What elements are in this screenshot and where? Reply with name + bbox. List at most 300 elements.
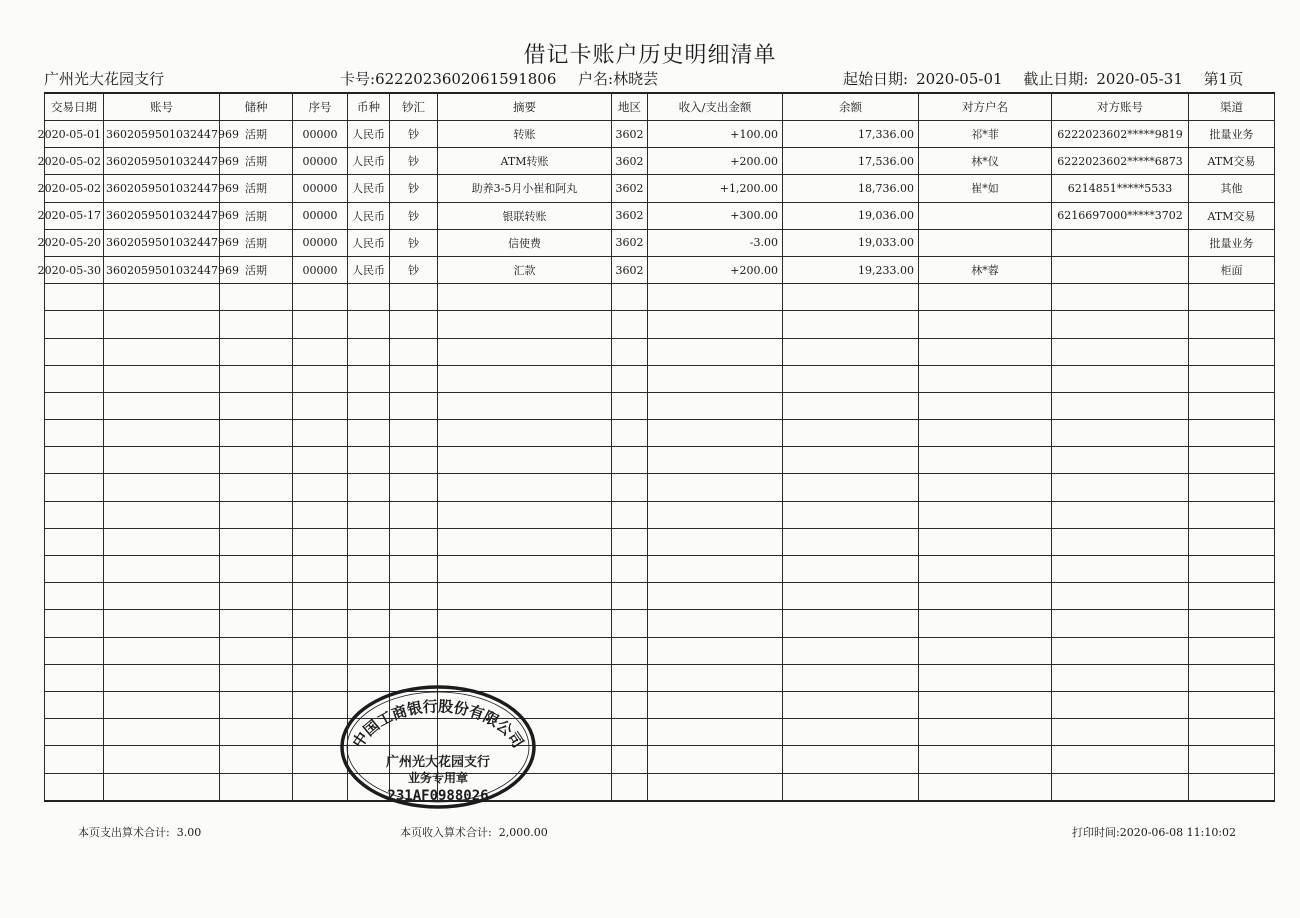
- empty-cell: [783, 583, 919, 610]
- empty-cell: [348, 311, 390, 338]
- column-header: 储种: [220, 93, 293, 121]
- empty-cell: [438, 556, 612, 583]
- empty-cell: [45, 528, 104, 555]
- column-header: 对方账号: [1052, 93, 1189, 121]
- card-number-field: [340, 68, 556, 89]
- statement-table: [37, 92, 1275, 802]
- empty-cell: [293, 338, 348, 365]
- empty-cell: [220, 365, 293, 392]
- empty-cell: [45, 392, 104, 419]
- empty-cell: [390, 637, 438, 664]
- column-header: 摘要: [438, 93, 612, 121]
- empty-cell: [919, 773, 1052, 801]
- empty-cell: [783, 338, 919, 365]
- empty-cell: [104, 338, 220, 365]
- empty-cell: [438, 746, 612, 773]
- empty-cell: [348, 284, 390, 311]
- table-cell: [919, 202, 1052, 229]
- empty-cell: [348, 528, 390, 555]
- table-body: [37, 121, 1275, 801]
- empty-cell: [220, 474, 293, 501]
- empty-cell: [220, 637, 293, 664]
- empty-row: [45, 284, 1275, 311]
- empty-cell: [293, 746, 348, 773]
- income-total-label: 本页收入算术合计:: [400, 826, 492, 839]
- table-cell: 19,036.00: [783, 202, 919, 229]
- empty-row: [45, 392, 1275, 419]
- empty-cell: [348, 746, 390, 773]
- empty-cell: [438, 691, 612, 718]
- empty-row: [45, 610, 1275, 637]
- empty-cell: [45, 583, 104, 610]
- empty-cell: [612, 664, 648, 691]
- empty-cell: [612, 746, 648, 773]
- empty-cell: [293, 501, 348, 528]
- table-cell: 3602059501032447969: [104, 229, 220, 256]
- empty-cell: [1189, 420, 1275, 447]
- empty-cell: [648, 746, 783, 773]
- empty-cell: [390, 284, 438, 311]
- empty-cell: [648, 637, 783, 664]
- empty-cell: [104, 637, 220, 664]
- table-cell: 3602: [612, 121, 648, 148]
- empty-cell: [783, 637, 919, 664]
- empty-cell: [919, 637, 1052, 664]
- table-cell: 活期: [220, 121, 293, 148]
- empty-cell: [438, 474, 612, 501]
- empty-cell: [1189, 719, 1275, 746]
- empty-cell: [104, 556, 220, 583]
- column-header: 钞汇: [390, 93, 438, 121]
- table-row: [45, 229, 1275, 256]
- expense-total-value: 3.00: [176, 826, 202, 839]
- empty-cell: [438, 338, 612, 365]
- expense-total: [78, 824, 201, 840]
- empty-cell: [919, 338, 1052, 365]
- empty-cell: [648, 392, 783, 419]
- table-cell: [37, 256, 104, 283]
- empty-cell: [220, 719, 293, 746]
- table-cell: 批量业务: [1189, 229, 1275, 256]
- empty-cell: [45, 474, 104, 501]
- empty-cell: [104, 773, 220, 801]
- empty-cell: [45, 637, 104, 664]
- table-cell: -3.00: [648, 229, 783, 256]
- stamp-branch-text: 广州光大花园支行: [385, 755, 491, 770]
- empty-cell: [783, 501, 919, 528]
- empty-cell: [783, 556, 919, 583]
- empty-cell: [783, 719, 919, 746]
- empty-cell: [438, 528, 612, 555]
- empty-cell: [438, 420, 612, 447]
- empty-cell: [104, 746, 220, 773]
- card-number-label: 卡号:: [340, 70, 376, 88]
- empty-cell: [390, 474, 438, 501]
- table-cell: 钞: [390, 202, 438, 229]
- empty-cell: [1189, 664, 1275, 691]
- empty-cell: [390, 773, 438, 801]
- empty-cell: [390, 746, 438, 773]
- empty-cell: [612, 719, 648, 746]
- empty-row: [45, 528, 1275, 555]
- table-cell: 00000: [293, 175, 348, 202]
- empty-cell: [348, 664, 390, 691]
- date-text: 2020-05-02: [37, 181, 101, 195]
- empty-cell: [783, 691, 919, 718]
- empty-cell: [348, 420, 390, 447]
- empty-cell: [1052, 719, 1189, 746]
- empty-row: [45, 719, 1275, 746]
- empty-cell: [438, 583, 612, 610]
- empty-cell: [220, 746, 293, 773]
- empty-cell: [1052, 746, 1189, 773]
- table-cell: 6222023602*****9819: [1052, 121, 1189, 148]
- empty-cell: [104, 691, 220, 718]
- empty-cell: [1189, 284, 1275, 311]
- empty-cell: [612, 610, 648, 637]
- empty-cell: [104, 365, 220, 392]
- empty-cell: [438, 664, 612, 691]
- table-cell: 人民币: [348, 175, 390, 202]
- empty-cell: [348, 610, 390, 637]
- empty-cell: [45, 338, 104, 365]
- table-row: [45, 121, 1275, 148]
- empty-row: [45, 691, 1275, 718]
- table-cell: 00000: [293, 229, 348, 256]
- table-header-row: [45, 93, 1275, 121]
- empty-cell: [919, 284, 1052, 311]
- empty-cell: [1052, 447, 1189, 474]
- empty-cell: [783, 420, 919, 447]
- empty-cell: [1052, 474, 1189, 501]
- empty-cell: [648, 311, 783, 338]
- branch-name: 广州光大花园支行: [44, 70, 165, 88]
- empty-cell: [104, 719, 220, 746]
- empty-cell: [104, 284, 220, 311]
- table-cell: 人民币: [348, 148, 390, 175]
- empty-cell: [390, 691, 438, 718]
- empty-cell: [220, 447, 293, 474]
- empty-cell: [648, 284, 783, 311]
- empty-cell: [612, 284, 648, 311]
- empty-cell: [104, 610, 220, 637]
- column-header: 账号: [104, 93, 220, 121]
- empty-cell: [348, 556, 390, 583]
- empty-cell: [45, 719, 104, 746]
- empty-cell: [390, 719, 438, 746]
- table-cell: [919, 229, 1052, 256]
- empty-cell: [783, 474, 919, 501]
- empty-cell: [438, 501, 612, 528]
- column-header: 对方户名: [919, 93, 1052, 121]
- empty-cell: [783, 746, 919, 773]
- empty-cell: [783, 311, 919, 338]
- empty-cell: [1052, 773, 1189, 801]
- empty-cell: [648, 420, 783, 447]
- table-cell: 活期: [220, 202, 293, 229]
- table-cell: 人民币: [348, 229, 390, 256]
- empty-row: [45, 664, 1275, 691]
- end-date-value: 2020-05-31: [1096, 70, 1183, 88]
- empty-cell: [438, 610, 612, 637]
- stamp-code-text: 231AF0988026: [387, 788, 489, 804]
- empty-cell: [648, 610, 783, 637]
- empty-cell: [220, 610, 293, 637]
- table-cell: 活期: [220, 229, 293, 256]
- table-cell: 转账: [438, 121, 612, 148]
- empty-cell: [293, 664, 348, 691]
- empty-cell: [390, 610, 438, 637]
- empty-cell: [1052, 556, 1189, 583]
- empty-cell: [438, 637, 612, 664]
- empty-cell: [220, 392, 293, 419]
- empty-cell: [648, 338, 783, 365]
- table-cell: 3602: [612, 148, 648, 175]
- table-cell: 00000: [293, 256, 348, 283]
- empty-cell: [293, 719, 348, 746]
- card-number-value: 6222023602061591806: [375, 70, 557, 88]
- table-cell: +1,200.00: [648, 175, 783, 202]
- empty-cell: [104, 583, 220, 610]
- table-cell: 3602: [612, 229, 648, 256]
- empty-cell: [783, 392, 919, 419]
- empty-cell: [1189, 501, 1275, 528]
- empty-cell: [919, 311, 1052, 338]
- empty-cell: [293, 365, 348, 392]
- empty-cell: [612, 474, 648, 501]
- empty-cell: [612, 392, 648, 419]
- empty-cell: [438, 447, 612, 474]
- table-cell: 3602059501032447969: [104, 175, 220, 202]
- empty-cell: [919, 664, 1052, 691]
- empty-cell: [390, 447, 438, 474]
- empty-cell: [1189, 447, 1275, 474]
- empty-cell: [348, 583, 390, 610]
- empty-cell: [1052, 338, 1189, 365]
- empty-cell: [919, 583, 1052, 610]
- date-range: [843, 68, 1251, 89]
- empty-cell: [919, 420, 1052, 447]
- empty-cell: [1189, 556, 1275, 583]
- empty-cell: [1052, 311, 1189, 338]
- table-cell: 18,736.00: [783, 175, 919, 202]
- empty-cell: [919, 556, 1052, 583]
- table-cell: [37, 229, 104, 256]
- table-cell: 信使费: [438, 229, 612, 256]
- empty-cell: [1189, 691, 1275, 718]
- table-cell: 17,336.00: [783, 121, 919, 148]
- empty-cell: [104, 528, 220, 555]
- empty-cell: [919, 501, 1052, 528]
- table-cell: 钞: [390, 175, 438, 202]
- empty-cell: [1189, 365, 1275, 392]
- table-cell: 活期: [220, 256, 293, 283]
- empty-cell: [783, 610, 919, 637]
- empty-cell: [919, 365, 1052, 392]
- empty-cell: [1189, 392, 1275, 419]
- empty-cell: [104, 420, 220, 447]
- empty-cell: [612, 420, 648, 447]
- empty-cell: [220, 501, 293, 528]
- empty-cell: [220, 556, 293, 583]
- empty-cell: [438, 365, 612, 392]
- document-title: 借记卡账户历史明细清单: [523, 43, 777, 68]
- empty-cell: [1052, 284, 1189, 311]
- empty-cell: [390, 556, 438, 583]
- column-header: 余额: [783, 93, 919, 121]
- empty-cell: [1052, 664, 1189, 691]
- empty-cell: [293, 556, 348, 583]
- table-cell: 钞: [390, 121, 438, 148]
- empty-cell: [1189, 583, 1275, 610]
- table-cell: 3602: [612, 202, 648, 229]
- table-cell: [1052, 256, 1189, 283]
- table-cell: +200.00: [648, 256, 783, 283]
- empty-row: [45, 474, 1275, 501]
- empty-cell: [648, 365, 783, 392]
- empty-cell: [348, 773, 390, 801]
- table-cell: 助养3-5月小崔和阿丸: [438, 175, 612, 202]
- start-date-value: 2020-05-01: [916, 70, 1003, 88]
- table-cell: 林*蓉: [919, 256, 1052, 283]
- empty-cell: [293, 610, 348, 637]
- column-header: 币种: [348, 93, 390, 121]
- empty-cell: [438, 719, 612, 746]
- empty-cell: [919, 474, 1052, 501]
- empty-cell: [45, 610, 104, 637]
- empty-cell: [1189, 746, 1275, 773]
- table-cell: 人民币: [348, 256, 390, 283]
- table-cell: 人民币: [348, 121, 390, 148]
- table-cell: [37, 175, 104, 202]
- start-date-label: 起始日期:: [843, 70, 909, 88]
- empty-cell: [612, 447, 648, 474]
- empty-cell: [783, 365, 919, 392]
- empty-cell: [438, 284, 612, 311]
- table-cell: 汇款: [438, 256, 612, 283]
- empty-cell: [648, 719, 783, 746]
- date-text: 2020-05-20: [37, 236, 101, 250]
- empty-cell: [919, 392, 1052, 419]
- empty-cell: [783, 528, 919, 555]
- stamp-purpose-text: 业务专用章: [407, 771, 469, 785]
- empty-row: [45, 556, 1275, 583]
- empty-cell: [1052, 365, 1189, 392]
- empty-cell: [1189, 311, 1275, 338]
- account-name-label: 户名:: [578, 70, 614, 88]
- empty-cell: [648, 528, 783, 555]
- income-total-value: 2,000.00: [498, 826, 548, 839]
- empty-cell: [612, 637, 648, 664]
- empty-row: [45, 420, 1275, 447]
- table-cell: ATM转账: [438, 148, 612, 175]
- table-cell: [37, 202, 104, 229]
- empty-cell: [1052, 501, 1189, 528]
- date-text: 2020-05-02: [37, 154, 101, 168]
- table-cell: 3602: [612, 256, 648, 283]
- empty-cell: [293, 284, 348, 311]
- empty-cell: [45, 447, 104, 474]
- empty-cell: [390, 311, 438, 338]
- empty-cell: [390, 338, 438, 365]
- empty-cell: [1189, 528, 1275, 555]
- empty-cell: [104, 392, 220, 419]
- table-cell: 3602059501032447969: [104, 121, 220, 148]
- table-cell: 崔*如: [919, 175, 1052, 202]
- empty-cell: [1052, 637, 1189, 664]
- empty-cell: [648, 501, 783, 528]
- empty-cell: [45, 746, 104, 773]
- empty-cell: [919, 610, 1052, 637]
- empty-cell: [348, 338, 390, 365]
- empty-cell: [220, 773, 293, 801]
- column-header: 渠道: [1189, 93, 1275, 121]
- empty-row: [45, 746, 1275, 773]
- empty-cell: [1189, 338, 1275, 365]
- empty-cell: [648, 773, 783, 801]
- empty-cell: [612, 583, 648, 610]
- empty-cell: [220, 691, 293, 718]
- table-cell: +300.00: [648, 202, 783, 229]
- empty-cell: [919, 447, 1052, 474]
- print-time-label: 打印时间:: [1072, 826, 1120, 839]
- empty-cell: [348, 365, 390, 392]
- empty-cell: [390, 501, 438, 528]
- empty-cell: [919, 719, 1052, 746]
- table-cell: 钞: [390, 229, 438, 256]
- empty-cell: [220, 583, 293, 610]
- empty-cell: [390, 528, 438, 555]
- print-time: [1072, 824, 1236, 840]
- empty-cell: [220, 284, 293, 311]
- table-cell: ATM交易: [1189, 148, 1275, 175]
- table-cell: 活期: [220, 148, 293, 175]
- empty-cell: [348, 691, 390, 718]
- stamp-arc-text: 中国工商银行股份有限公司: [348, 697, 528, 752]
- table-cell: 其他: [1189, 175, 1275, 202]
- empty-cell: [45, 556, 104, 583]
- empty-cell: [612, 501, 648, 528]
- empty-cell: [293, 637, 348, 664]
- empty-cell: [104, 474, 220, 501]
- empty-cell: [293, 773, 348, 801]
- empty-cell: [1052, 420, 1189, 447]
- empty-cell: [919, 746, 1052, 773]
- empty-cell: [648, 583, 783, 610]
- table-cell: 00000: [293, 202, 348, 229]
- empty-cell: [104, 311, 220, 338]
- empty-cell: [348, 392, 390, 419]
- empty-cell: [293, 474, 348, 501]
- empty-row: [45, 773, 1275, 801]
- column-header: 收入/支出金额: [648, 93, 783, 121]
- empty-cell: [612, 556, 648, 583]
- empty-cell: [438, 311, 612, 338]
- empty-cell: [45, 311, 104, 338]
- table-cell: 6222023602*****6873: [1052, 148, 1189, 175]
- empty-cell: [104, 447, 220, 474]
- date-text: 2020-05-30: [37, 263, 101, 277]
- empty-row: [45, 311, 1275, 338]
- empty-cell: [1052, 392, 1189, 419]
- empty-cell: [612, 691, 648, 718]
- empty-cell: [919, 528, 1052, 555]
- table-cell: 银联转账: [438, 202, 612, 229]
- empty-cell: [293, 691, 348, 718]
- empty-cell: [1052, 583, 1189, 610]
- empty-cell: [348, 474, 390, 501]
- empty-cell: [612, 773, 648, 801]
